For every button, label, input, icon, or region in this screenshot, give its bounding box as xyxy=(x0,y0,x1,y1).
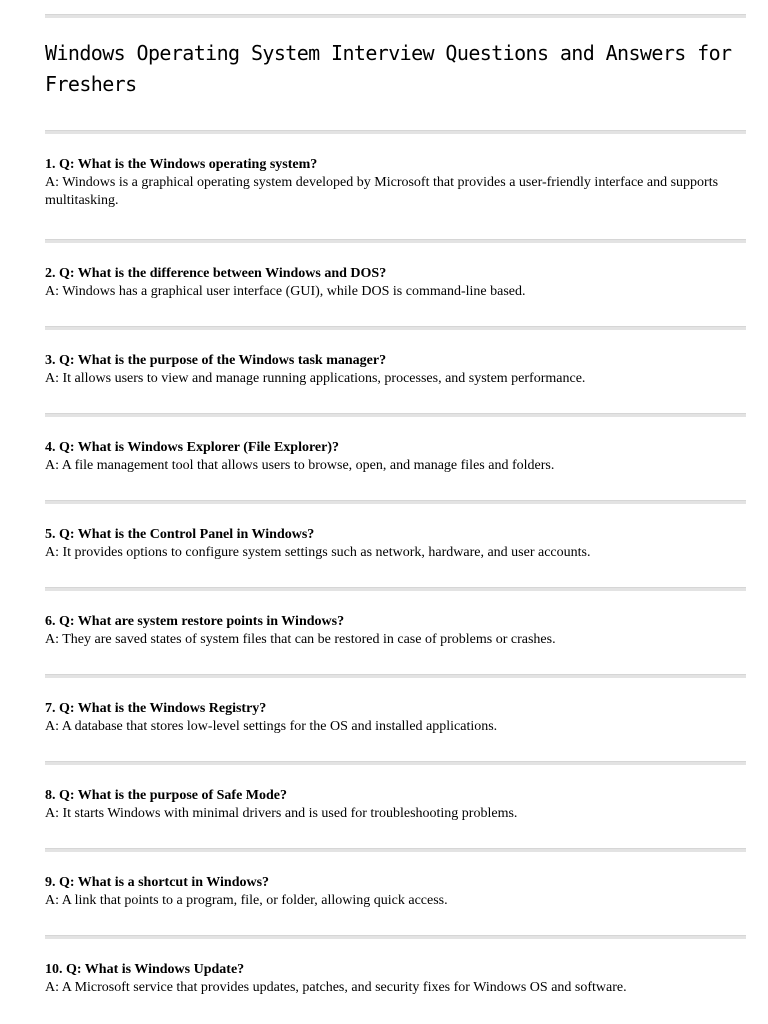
answer-text: A: Windows is a graphical operating system developed by Microsoft that provides a user-friendly interface and supports multitasking. xyxy=(45,175,719,208)
question-text: 1. Q: What is the Windows operating system? xyxy=(45,157,318,172)
answer-text: A: It allows users to view and manage running applications, processes, and system performance. xyxy=(45,371,586,386)
answer-text: A: They are saved states of system files that can be restored in case of problems or crashes. xyxy=(45,632,556,647)
document-page xyxy=(45,14,746,1011)
question-text: 3. Q: What is the purpose of the Windows task manager? xyxy=(45,353,387,368)
answer-text: A: It provides options to configure system settings such as network, hardware, and user accounts. xyxy=(45,545,591,560)
question-text: 6. Q: What are system restore points in Windows? xyxy=(45,614,345,629)
document-title: Windows Operating System Interview Questions and Answers for Freshers xyxy=(45,41,732,96)
qa-item xyxy=(45,330,746,413)
qa-item xyxy=(45,243,746,326)
qa-item xyxy=(45,134,746,239)
answer-text: A: Windows has a graphical user interface (GUI), while DOS is command-line based. xyxy=(45,284,526,299)
qa-item xyxy=(45,591,746,674)
qa-item xyxy=(45,678,746,761)
question-text: 10. Q: What is Windows Update? xyxy=(45,962,245,977)
qa-item xyxy=(45,765,746,848)
answer-text: A: A link that points to a program, file, or folder, allowing quick access. xyxy=(45,893,448,908)
question-text: 2. Q: What is the difference between Windows and DOS? xyxy=(45,266,387,281)
qa-item xyxy=(45,504,746,587)
answer-text: A: A database that stores low-level settings for the OS and installed applications. xyxy=(45,719,498,734)
answer-text: A: A Microsoft service that provides updates, patches, and security fixes for Windows OS and software. xyxy=(45,980,627,995)
question-text: 4. Q: What is Windows Explorer (File Explorer)? xyxy=(45,440,340,455)
question-text: 7. Q: What is the Windows Registry? xyxy=(45,701,267,716)
qa-item xyxy=(45,852,746,935)
question-text: 9. Q: What is a shortcut in Windows? xyxy=(45,875,270,890)
question-text: 5. Q: What is the Control Panel in Windows? xyxy=(45,527,315,542)
answer-text: A: It starts Windows with minimal drivers and is used for troubleshooting problems. xyxy=(45,806,518,821)
question-text: 8. Q: What is the purpose of Safe Mode? xyxy=(45,788,288,803)
qa-item xyxy=(45,417,746,500)
answer-text: A: A file management tool that allows users to browse, open, and manage files and folders. xyxy=(45,458,555,473)
qa-item xyxy=(45,939,746,1011)
